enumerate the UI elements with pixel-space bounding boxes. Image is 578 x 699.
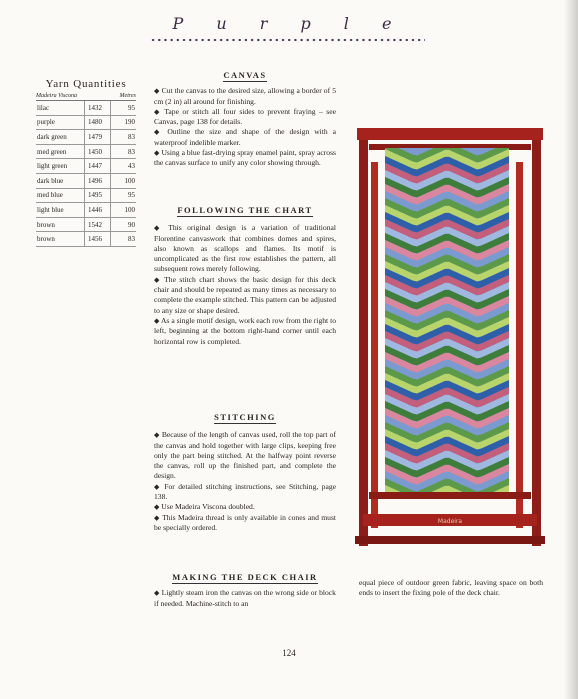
canvas-step-1: ◆ Cut the canvas to the desired size, allowing a border of 5 cm (2 in) all around for finishing.: [154, 86, 336, 106]
deckchair-step-1-continued: equal piece of outdoor green fabric, leaving space on both ends to insert the fixing pole of the deck chair.: [359, 578, 543, 598]
yarn-row: [36, 101, 136, 116]
yarn-code: 1479: [84, 130, 111, 144]
yarn-color: lilac: [37, 103, 50, 112]
chart-section: [154, 205, 336, 347]
yarn-color: dark blue: [37, 176, 64, 185]
yarn-code: 1450: [84, 145, 111, 159]
yarn-metres: 95: [128, 191, 135, 200]
yarn-col-thread: Madeira Viscona: [36, 93, 78, 99]
yarn-metres: 100: [124, 176, 135, 185]
deck-chair-photo: [355, 118, 545, 548]
page-edge-shadow: [564, 0, 578, 699]
yarn-row: [36, 130, 136, 145]
stitching-step-3: ◆ Use Madeira Viscona doubled.: [154, 502, 255, 512]
yarn-color: med blue: [37, 191, 63, 200]
yarn-metres: 95: [128, 103, 135, 112]
chair-left-rail: [371, 162, 378, 528]
canvas-step-4: ◆ Using a blue fast-drying spray enamel paint, spray across the canvas surface to unify any color showing through.: [154, 148, 337, 168]
yarn-row: [36, 145, 136, 160]
yarn-metres: 83: [128, 132, 135, 141]
yarn-metres: 190: [124, 118, 135, 127]
canvas-step-2: ◆ Tape or stitch all four sides to prevent fraying – see Canvas, page 138 for details.: [154, 106, 337, 127]
yarn-row: [36, 203, 136, 218]
yarn-row: [36, 218, 136, 233]
yarn-metres: 90: [128, 220, 135, 229]
yarn-code: 1480: [84, 116, 111, 130]
yarn-col-metres: Metres: [119, 93, 136, 99]
chair-brand-label: Madeira: [437, 518, 463, 525]
stitching-step-1: ◆ Because of the length of canvas used, roll the top part of the canvas and hold together with large clips, keeping free only the part being stitched. At the halfway point reverse the canvas, roll up the finished part, and complete the design.: [154, 430, 336, 481]
deckchair-heading: MAKING THE DECK CHAIR: [172, 572, 318, 582]
stitching-section: [154, 412, 336, 533]
chart-step-2: ◆ The stitch chart shows the basic design for this deck chair and should be repeated as many times as necessary to complete the example stitched. This pattern can be adjusted to any size or shape desired.: [154, 274, 337, 315]
yarn-row: [36, 232, 136, 247]
stitching-step-4: ◆ This Madeira thread is only available in cones and must be specially ordered.: [154, 512, 337, 532]
yarn-color: dark green: [37, 132, 67, 141]
yarn-code: 1542: [84, 218, 111, 232]
yarn-table-header: [36, 93, 136, 101]
chair-right-leg: [532, 130, 541, 546]
yarn-metres: 83: [128, 147, 135, 156]
yarn-code: 1446: [84, 203, 111, 217]
dotted-divider: [150, 37, 425, 43]
chart-step-3: ◆ As a single motif design, work each row from the right to left, beginning at the bottom right-hand corner until each horizontal row is completed.: [154, 315, 336, 346]
yarn-metres: 83: [128, 235, 135, 244]
yarn-metres: 43: [128, 162, 135, 171]
yarn-color: brown: [37, 220, 55, 229]
yarn-code: 1432: [84, 101, 111, 115]
yarn-color: purple: [37, 118, 55, 127]
yarn-metres: 100: [124, 205, 135, 214]
yarn-color: light green: [37, 162, 68, 171]
chart-step-1: ◆ This original design is a variation of traditional Florentine canvaswork that combines domes and spires, also known as scallops and flames. Its motif is uncomplicated as the first row establishes the pattern, all subsequent rows merely following.: [154, 223, 336, 274]
chair-right-rail: [516, 162, 523, 528]
chart-heading: FOLLOWING THE CHART: [177, 205, 313, 215]
page-title: P u r p l e: [172, 14, 406, 33]
yarn-table-title: Yarn Quantities: [45, 78, 127, 90]
deckchair-section: [154, 572, 336, 609]
yarn-color: light blue: [37, 205, 64, 214]
yarn-quantities-table: [36, 78, 136, 247]
deckchair-step-1: ◆ Lightly steam iron the canvas on the wrong side or block if needed. Machine-stitch to an: [154, 588, 336, 608]
yarn-table-body: [36, 101, 136, 247]
yarn-code: 1495: [84, 189, 111, 203]
stitching-step-2: ◆ For detailed stitching instructions, see Stitching, page 138.: [154, 481, 336, 502]
yarn-color: med green: [37, 147, 67, 156]
chair-left-leg: [359, 130, 368, 546]
yarn-row: [36, 174, 136, 189]
yarn-row: [36, 159, 136, 174]
chair-top-bar: [357, 128, 543, 140]
stitching-heading: STITCHING: [214, 412, 276, 422]
canvas-heading: CANVAS: [223, 70, 267, 80]
yarn-color: brown: [37, 235, 55, 244]
canvas-step-3: ◆ Outline the size and shape of the design with a waterproof indelible marker.: [154, 127, 336, 147]
yarn-code: 1456: [84, 232, 111, 246]
yarn-code: 1496: [84, 174, 111, 188]
canvas-section: [154, 70, 336, 169]
yarn-row: [36, 116, 136, 131]
page-number: 124: [282, 648, 296, 658]
yarn-code: 1447: [84, 159, 111, 173]
yarn-row: [36, 189, 136, 204]
